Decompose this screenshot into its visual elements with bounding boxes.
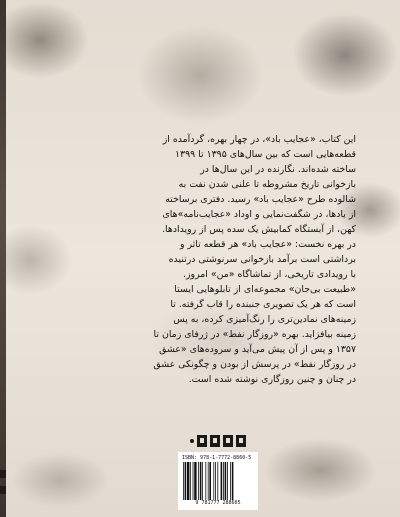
barcode-bar bbox=[193, 462, 194, 500]
barcode-bar bbox=[198, 462, 199, 500]
logo-dot bbox=[190, 439, 194, 443]
spine-mark bbox=[0, 486, 6, 494]
blurb-line: «طبیعت بی‌جان» مجموعه‌ای از تابلوهایی ایستا bbox=[174, 284, 356, 295]
logo-block bbox=[210, 435, 220, 447]
barcode-bar bbox=[209, 462, 211, 500]
blurb-line: در چنان و چنین روزگاری نوشته شده است. bbox=[188, 374, 356, 385]
barcode-bar bbox=[205, 462, 206, 500]
blurb-line: با رویدادی تاریخی، از تماشاگاه «من» امروز. bbox=[183, 269, 356, 280]
barcode-bar bbox=[190, 462, 191, 500]
blurb-line: قطعه‌هایی است که بین سال‌های ۱۳۹۵ تا ۱۳۹۹ bbox=[175, 149, 356, 160]
isbn-label: ISBN: 978-1-7772-8860-5 bbox=[182, 455, 252, 461]
barcode-bar bbox=[185, 462, 187, 500]
blurb-line: این کتاب، «عجایب باد»، در چهار بهره، گردآمده از bbox=[162, 134, 356, 145]
barcode-bar bbox=[223, 462, 224, 500]
blurb-line: کهن، از آبستگاه کمابیش یک سده پس از رویدادها. bbox=[162, 224, 356, 235]
barcode-bar bbox=[187, 462, 189, 500]
barcode-bar bbox=[183, 462, 184, 500]
blurb-line: بازخوانی تاریخ مشروطه تا علنی شدن نفت به bbox=[178, 179, 356, 190]
barcode-bar bbox=[200, 462, 202, 500]
barcode-bar bbox=[194, 462, 196, 500]
blurb-line: است که هر یک تصویری جنبنده را قاب گرفته. تا bbox=[170, 299, 356, 310]
barcode-bar bbox=[232, 462, 234, 500]
barcode-bar bbox=[227, 462, 228, 500]
blurb-line: شالوده طرح «عجایب باد» رسید. دفتری برساخته bbox=[165, 194, 356, 205]
isbn-digits: 9 781777 288605 bbox=[195, 500, 241, 506]
blurb-line: در بهره نخست: «عجایب باد» هر قطعه تاثر و bbox=[180, 239, 356, 250]
barcode-bar bbox=[215, 462, 216, 500]
barcode-bars bbox=[182, 462, 254, 500]
barcode-bar bbox=[225, 462, 227, 500]
barcode-bar bbox=[230, 462, 231, 500]
blurb-line: در روزگار نفط» در پرسش از بودن و چگونکی عشق bbox=[153, 359, 356, 370]
logo-block bbox=[223, 435, 233, 447]
blurb-line: برداشتی است برآمد بازخوانی سرنوشتی درتنیده bbox=[168, 254, 356, 265]
barcode-bar bbox=[217, 462, 218, 500]
barcode-bar bbox=[221, 462, 223, 500]
spine-edge bbox=[0, 0, 6, 517]
isbn-barcode bbox=[178, 452, 258, 510]
blurb-line: ساخته شده‌اند. نگارنده در این سال‌ها در bbox=[200, 164, 356, 175]
spine-mark bbox=[0, 470, 6, 478]
back-cover-blurb bbox=[48, 132, 356, 387]
logo-block bbox=[236, 435, 246, 447]
blurb-line: از یادها، در شگفت‌نمایی و اوداد «عجایب‌نامه»های bbox=[162, 209, 356, 220]
blurb-line: زمینه بیافزاید. بهره «روزگار نفط» در ژرفای زمان تا bbox=[153, 329, 356, 340]
barcode-bar bbox=[208, 462, 209, 500]
publisher-logo-icon bbox=[190, 433, 248, 449]
blurb-line: زمینه‌های نمادین‌تری را رنگ‌آمیزی کرده، به پس bbox=[173, 314, 356, 325]
logo-block bbox=[197, 435, 207, 447]
barcode-bar bbox=[202, 462, 203, 500]
barcode-bar bbox=[213, 462, 214, 500]
blurb-line: ۱۳۵۷ و پس از آن پیش می‌آید و سروده‌های «عشق bbox=[159, 344, 356, 355]
